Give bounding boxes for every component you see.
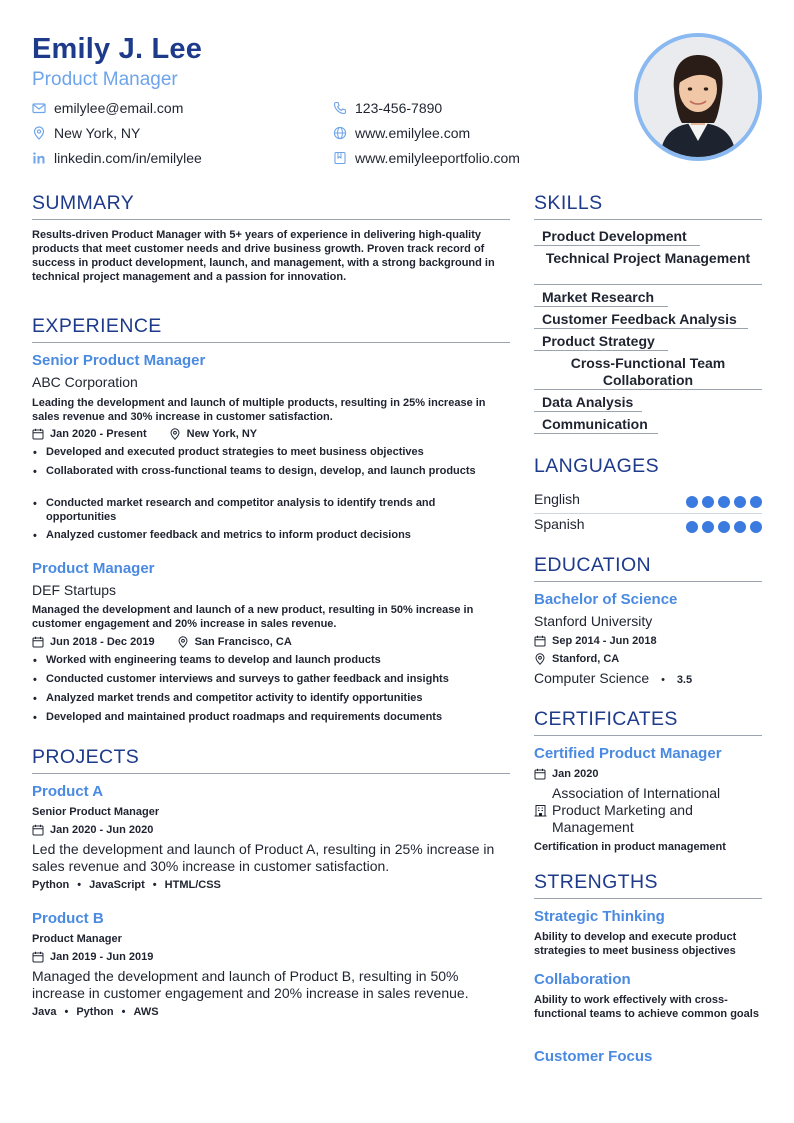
calendar-icon — [32, 636, 44, 648]
job-title: Product Manager — [32, 560, 155, 577]
job-bullet: • Conducted market research and competitor analysis to identify trends and opportunities — [32, 496, 502, 524]
project-tags: Python • JavaScript • HTML/CSS — [32, 879, 221, 891]
education-dates-row — [534, 634, 657, 648]
contact-portfolio[interactable] — [333, 149, 520, 167]
skill-underline — [534, 350, 668, 351]
project-tag: HTML/CSS — [164, 879, 221, 891]
language-divider — [534, 513, 762, 514]
job-bullet: • Collaborated with cross-functional teams to design, develop, and launch products — [32, 464, 502, 478]
job-bullet: • Developed and executed product strategies to meet business objectives — [32, 445, 502, 459]
project-dates: Jan 2020 - Jun 2020 — [50, 824, 154, 836]
project-description: Managed the development and launch of Product B, resulting in 50% increase in customer engagement and 20% increase in sales revenue. — [32, 968, 469, 1001]
skill-tag: Customer Feedback Analysis — [542, 311, 737, 327]
summary-heading: SUMMARY — [32, 192, 135, 214]
language-name: Spanish — [534, 516, 585, 532]
job-description: Leading the development and launch of multiple products, resulting in 25% increase in sales revenue and 30% increase in customer satisfaction. — [32, 397, 486, 423]
level-dot — [686, 521, 698, 533]
project-name: Product A — [32, 783, 104, 800]
skill-tag: Market Research — [542, 289, 655, 305]
education-heading: EDUCATION — [534, 554, 651, 576]
level-dot — [718, 521, 730, 533]
project-meta — [32, 950, 153, 964]
job-meta — [32, 635, 292, 649]
location-icon — [177, 636, 189, 648]
skill-tag: Cross-Functional Team Collaboration — [570, 355, 726, 388]
project-tag: Python — [32, 879, 70, 891]
contact-location — [32, 124, 140, 142]
skill-underline — [534, 306, 668, 307]
phone-icon — [333, 101, 347, 115]
job-company: ABC Corporation — [32, 374, 138, 390]
calendar-icon — [32, 428, 44, 440]
location-icon — [32, 126, 46, 140]
strengths-divider — [534, 898, 762, 899]
job-location: San Francisco, CA — [194, 636, 292, 648]
job-bullet: • Analyzed customer feedback and metrics to inform product decisions — [32, 528, 502, 542]
certificates-divider — [534, 735, 762, 736]
email-text: emilylee@email.com — [54, 100, 184, 116]
degree-name: Bachelor of Science — [534, 591, 678, 608]
certificate-description: Certification in product management — [534, 841, 726, 853]
skill-tag: Product Development — [542, 228, 687, 244]
skill-underline — [534, 284, 762, 285]
portfolio-text: www.emilyleeportfolio.com — [355, 150, 520, 166]
job-meta — [32, 427, 257, 441]
languages-heading: LANGUAGES — [534, 455, 659, 477]
calendar-icon — [534, 635, 546, 647]
calendar-icon — [32, 824, 44, 836]
strength-description: Ability to work effectively with cross-functional teams to achieve common goals — [534, 994, 759, 1020]
certificate-name: Certified Product Manager — [534, 745, 722, 762]
phone-text: 123-456-7890 — [355, 100, 443, 116]
level-dot — [750, 521, 762, 533]
candidate-name: Emily J. Lee — [32, 33, 203, 65]
project-name: Product B — [32, 910, 104, 927]
skill-tag: Data Analysis — [542, 394, 634, 410]
location-icon — [534, 653, 546, 665]
education-gpa: 3.5 — [676, 674, 693, 686]
education-field: Computer Science — [534, 670, 650, 686]
projects-divider — [32, 773, 510, 774]
job-description: Managed the development and launch of a new product, resulting in 50% increase in customer engagement and 20% increase in sales revenue. — [32, 604, 474, 630]
projects-heading: PROJECTS — [32, 746, 140, 768]
certificates-heading: CERTIFICATES — [534, 708, 678, 730]
level-dot — [750, 496, 762, 508]
job-title: Senior Product Manager — [32, 352, 206, 369]
strength-name: Collaboration — [534, 971, 631, 988]
experience-heading: EXPERIENCE — [32, 315, 162, 337]
education-location: Stanford, CA — [552, 653, 620, 665]
strength-name: Customer Focus — [534, 1048, 653, 1065]
strengths-heading: STRENGTHS — [534, 871, 658, 893]
building-icon — [534, 804, 547, 817]
contact-website[interactable] — [333, 124, 470, 142]
summary-text: Results-driven Product Manager with 5+ years of experience in delivering high-quality products that meet customer needs and drive business growth. Proven track record of success in product development, launch, and management, with a strong background in technical project management and a passion for innovation. — [32, 229, 495, 283]
job-bullet: • Conducted customer interviews and surveys to gather feedback and insights — [32, 672, 502, 686]
calendar-icon — [32, 951, 44, 963]
location-text: New York, NY — [54, 125, 141, 141]
job-company: DEF Startups — [32, 582, 117, 598]
project-tag: AWS — [133, 1006, 159, 1018]
project-tags: Java • Python • AWS — [32, 1006, 159, 1018]
education-dates: Sep 2014 - Jun 2018 — [552, 635, 657, 647]
linkedin-icon — [32, 151, 46, 165]
contact-linkedin[interactable] — [32, 149, 202, 167]
candidate-role: Product Manager — [32, 69, 178, 90]
calendar-icon — [534, 768, 546, 780]
level-dot — [734, 521, 746, 533]
education-divider — [534, 581, 762, 582]
skill-tag: Communication — [542, 416, 648, 432]
job-bullet: • Worked with engineering teams to develop and launch products — [32, 653, 502, 667]
level-dot — [734, 496, 746, 508]
skills-divider — [534, 219, 762, 220]
language-level — [686, 521, 762, 533]
language-name: English — [534, 491, 580, 507]
level-dot — [718, 496, 730, 508]
level-dot — [702, 521, 714, 533]
project-role: Product Manager — [32, 933, 122, 945]
job-bullet: • Analyzed market trends and competitor activity to identify opportunities — [32, 691, 502, 705]
skill-tag: Technical Project Management — [545, 250, 751, 266]
skill-underline — [534, 433, 658, 434]
job-dates: Jun 2018 - Dec 2019 — [50, 636, 155, 648]
project-dates: Jan 2019 - Jun 2019 — [50, 951, 154, 963]
project-tag: Python — [76, 1006, 114, 1018]
summary-divider — [32, 219, 510, 220]
certificate-date: Jan 2020 — [552, 768, 599, 780]
certificate-date-row — [534, 767, 598, 781]
profile-photo — [634, 33, 762, 161]
job-bullet: • Developed and maintained product roadmaps and requirements documents — [32, 710, 502, 724]
project-meta — [32, 823, 153, 837]
email-icon — [32, 101, 46, 115]
project-tag: JavaScript — [89, 879, 145, 891]
skills-heading: SKILLS — [534, 192, 603, 214]
skill-underline — [534, 328, 748, 329]
skill-tag: Product Strategy — [542, 333, 655, 349]
skill-underline — [534, 389, 762, 390]
school-name: Stanford University — [534, 613, 653, 629]
project-description: Led the development and launch of Product A, resulting in 25% increase in sales revenue and 30% increase in customer satisfaction. — [32, 841, 495, 874]
bookmark-icon — [333, 151, 347, 165]
job-dates: Jan 2020 - Present — [50, 428, 147, 440]
education-location-row — [534, 652, 619, 666]
level-dot — [702, 496, 714, 508]
skill-underline — [534, 411, 642, 412]
strength-name: Strategic Thinking — [534, 908, 665, 925]
globe-icon — [333, 126, 347, 140]
linkedin-text: linkedin.com/in/emilylee — [54, 150, 202, 166]
contact-email[interactable] — [32, 99, 183, 117]
location-icon — [169, 428, 181, 440]
level-dot — [686, 496, 698, 508]
website-text: www.emilylee.com — [355, 125, 471, 141]
language-level — [686, 496, 762, 508]
skill-underline — [534, 245, 700, 246]
education-field-row: Computer Science • 3.5 — [534, 670, 693, 686]
job-location: New York, NY — [186, 428, 258, 440]
person-portrait-icon — [638, 37, 758, 157]
project-tag: Java — [32, 1006, 57, 1018]
certificate-issuer: Association of International Product Marketing and Management — [552, 785, 721, 835]
project-role: Senior Product Manager — [32, 806, 160, 818]
strength-description: Ability to develop and execute product strategies to meet business objectives — [534, 931, 737, 957]
experience-divider — [32, 342, 510, 343]
contact-phone[interactable] — [333, 99, 442, 117]
